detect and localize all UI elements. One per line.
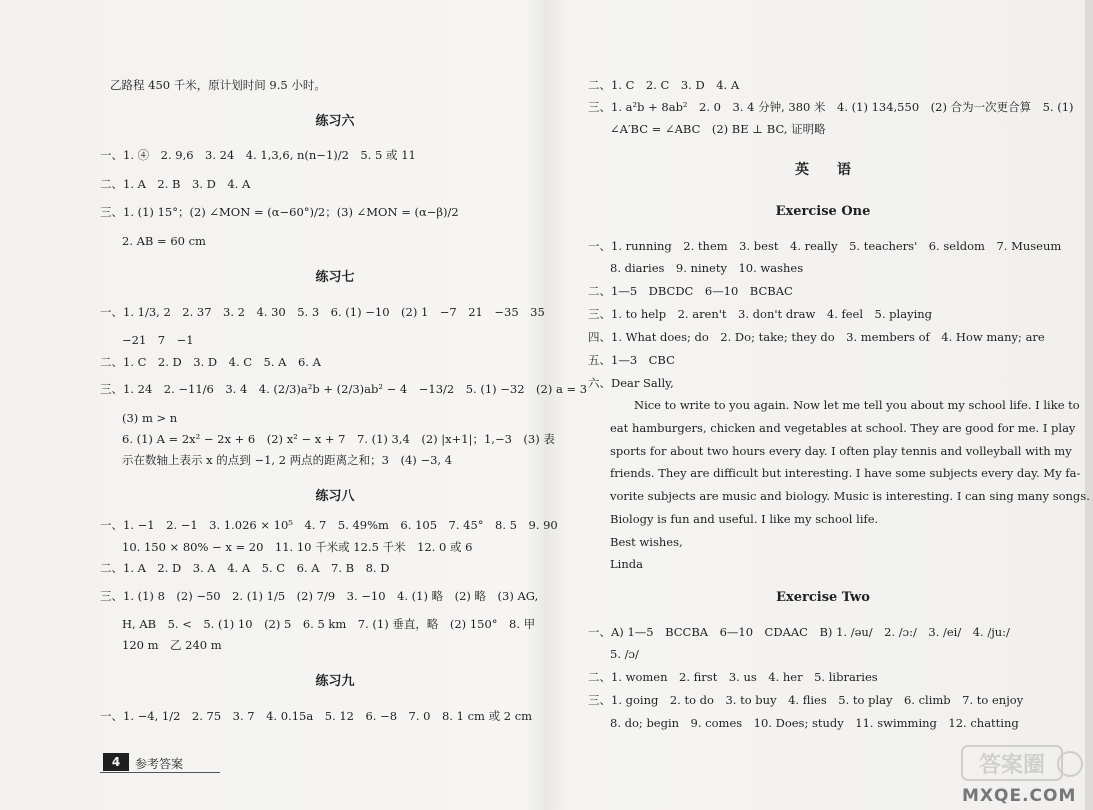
answer-line: 二、1. C 2. D 3. D 4. C 5. A 6. A — [100, 355, 321, 369]
answer-line: 10. 150 × 80% − x = 20 11. 10 千米或 12.5 千米 12. 0 或 6 — [122, 540, 473, 554]
section-title-9: 练习九 — [315, 674, 355, 689]
footer-label: 参考答案 — [135, 757, 184, 771]
exercise-two-title: Exercise Two — [776, 590, 870, 605]
answer-line: 三、1. (1) 8 (2) −50 2. (1) 1/5 (2) 7/9 3. −10 4. (1) 略 (2) 略 (3) AG, — [100, 589, 539, 603]
letter-line: vorite subjects are music and biology. Music is interesting. I can sing many songs. — [610, 489, 1090, 503]
answer-line: 一、1. running 2. them 3. best 4. really 5. teachers' 6. seldom 7. Museum — [588, 239, 1062, 253]
page-number: 4 — [103, 753, 129, 771]
answer-line: 示在数轴上表示 x 的点到 −1, 2 两点的距离之和；3 (4) −3, 4 — [122, 453, 453, 467]
answer-line: 二、1. A 2. D 3. A 4. A 5. C 6. A 7. B 8. D — [100, 561, 390, 575]
answer-line: 一、1. ④ 2. 9,6 3. 24 4. 1,3,6, n(n−1)/2 5. 5 或 11 — [100, 148, 416, 162]
answer-line: 三、1. (1) 15°；(2) ∠MON = (α−60°)/2；(3) ∠MON = (α−β)/2 — [100, 205, 459, 219]
watermark-logo-text: 答案圈 — [978, 753, 1046, 778]
answer-line: 5. /ɔ/ — [610, 647, 639, 661]
answer-line: 2. AB = 60 cm — [122, 234, 206, 248]
letter-line: Linda — [610, 557, 643, 571]
footer-rule — [100, 772, 220, 773]
answer-line: 二、1. women 2. first 3. us 4. her 5. libraries — [588, 670, 878, 684]
subject-title: 英 语 — [795, 162, 851, 178]
section-title-8: 练习八 — [315, 489, 355, 504]
letter-line: Nice to write to you again. Now let me tell you about my school life. I like to — [634, 398, 1080, 412]
exercise-one-title: Exercise One — [775, 204, 871, 219]
answer-line: 120 m 乙 240 m — [122, 638, 222, 652]
answer-line: ∠A′BC = ∠ABC (2) BE ⊥ BC, 证明略 — [610, 122, 826, 136]
answer-line: 8. diaries 9. ninety 10. washes — [610, 261, 804, 275]
page-edge — [1085, 0, 1093, 810]
answer-line: −21 7 −1 — [122, 333, 194, 347]
answer-line: 三、1. going 2. to do 3. to buy 4. flies 5. to play 6. climb 7. to enjoy — [588, 693, 1024, 707]
answer-line: 六、Dear Sally, — [588, 376, 674, 390]
answer-line: 二、1. A 2. B 3. D 4. A — [100, 177, 251, 191]
watermark-text: MXQE.COM — [962, 786, 1077, 806]
letter-line: sports for about two hours every day. I often play tennis and volleyball with my — [610, 444, 1072, 458]
answer-line: 三、1. to help 2. aren't 3. don't draw 4. feel 5. playing — [588, 307, 933, 321]
answer-line: 二、1—5 DBCDC 6—10 BCBAC — [588, 284, 793, 298]
answer-line: 6. (1) A = 2x² − 2x + 6 (2) x² − x + 7 7. (1) 3,4 (2) |x+1|；1,−3 (3) 表 — [122, 432, 555, 446]
answer-line: 四、1. What does; do 2. Do; take; they do 3. members of 4. How many; are — [588, 330, 1045, 344]
answer-line: 五、1—3 CBC — [588, 353, 675, 367]
answer-line: 一、1. 1/3, 2 2. 37 3. 2 4. 30 5. 3 6. (1) −10 (2) 1 −7 21 −35 35 — [100, 305, 545, 319]
letter-line: friends. They are difficult but interesting. I have some subjects every day. My fa- — [610, 466, 1081, 480]
answer-line: 一、1. −4, 1/2 2. 75 3. 7 4. 0.15a 5. 12 6. −8 7. 0 8. 1 cm 或 2 cm — [100, 709, 533, 723]
text-line: 乙路程 450 千米，原计划时间 9.5 小时。 — [110, 78, 326, 92]
letter-line: eat hamburgers, chicken and vegetables at school. They are good for me. I play — [610, 421, 1076, 435]
answer-line: 一、1. −1 2. −1 3. 1.026 × 10⁵ 4. 7 5. 49%m 6. 105 7. 45° 8. 5 9. 90 — [100, 518, 558, 532]
answer-line: 三、1. a²b + 8ab² 2. 0 3. 4 分钟, 380 米 4. (1) 134,550 (2) 合为一次更合算 5. (1) — [588, 100, 1074, 114]
section-title-6: 练习六 — [315, 114, 355, 129]
answer-line: H, AB 5. < 5. (1) 10 (2) 5 6. 5 km 7. (1) 垂直，略 (2) 150° 8. 甲 — [122, 617, 536, 631]
answer-line: 一、A) 1—5 BCCBA 6—10 CDAAC B) 1. /əu/ 2. /ɔ:/ 3. /ei/ 4. /ju:/ — [588, 625, 1010, 639]
section-title-7: 练习七 — [315, 270, 355, 285]
answer-line: 8. do; begin 9. comes 10. Does; study 11. swimming 12. chatting — [610, 716, 1019, 730]
letter-line: Best wishes, — [610, 535, 683, 549]
letter-line: Biology is fun and useful. I like my school life. — [610, 512, 879, 526]
answer-line: 三、1. 24 2. −11/6 3. 4 4. (2/3)a²b + (2/3)ab² − 4 −13/2 5. (1) −32 (2) a = 3 — [100, 382, 588, 396]
answer-line: 二、1. C 2. C 3. D 4. A — [588, 78, 740, 92]
answer-line: (3) m > n — [122, 411, 178, 425]
